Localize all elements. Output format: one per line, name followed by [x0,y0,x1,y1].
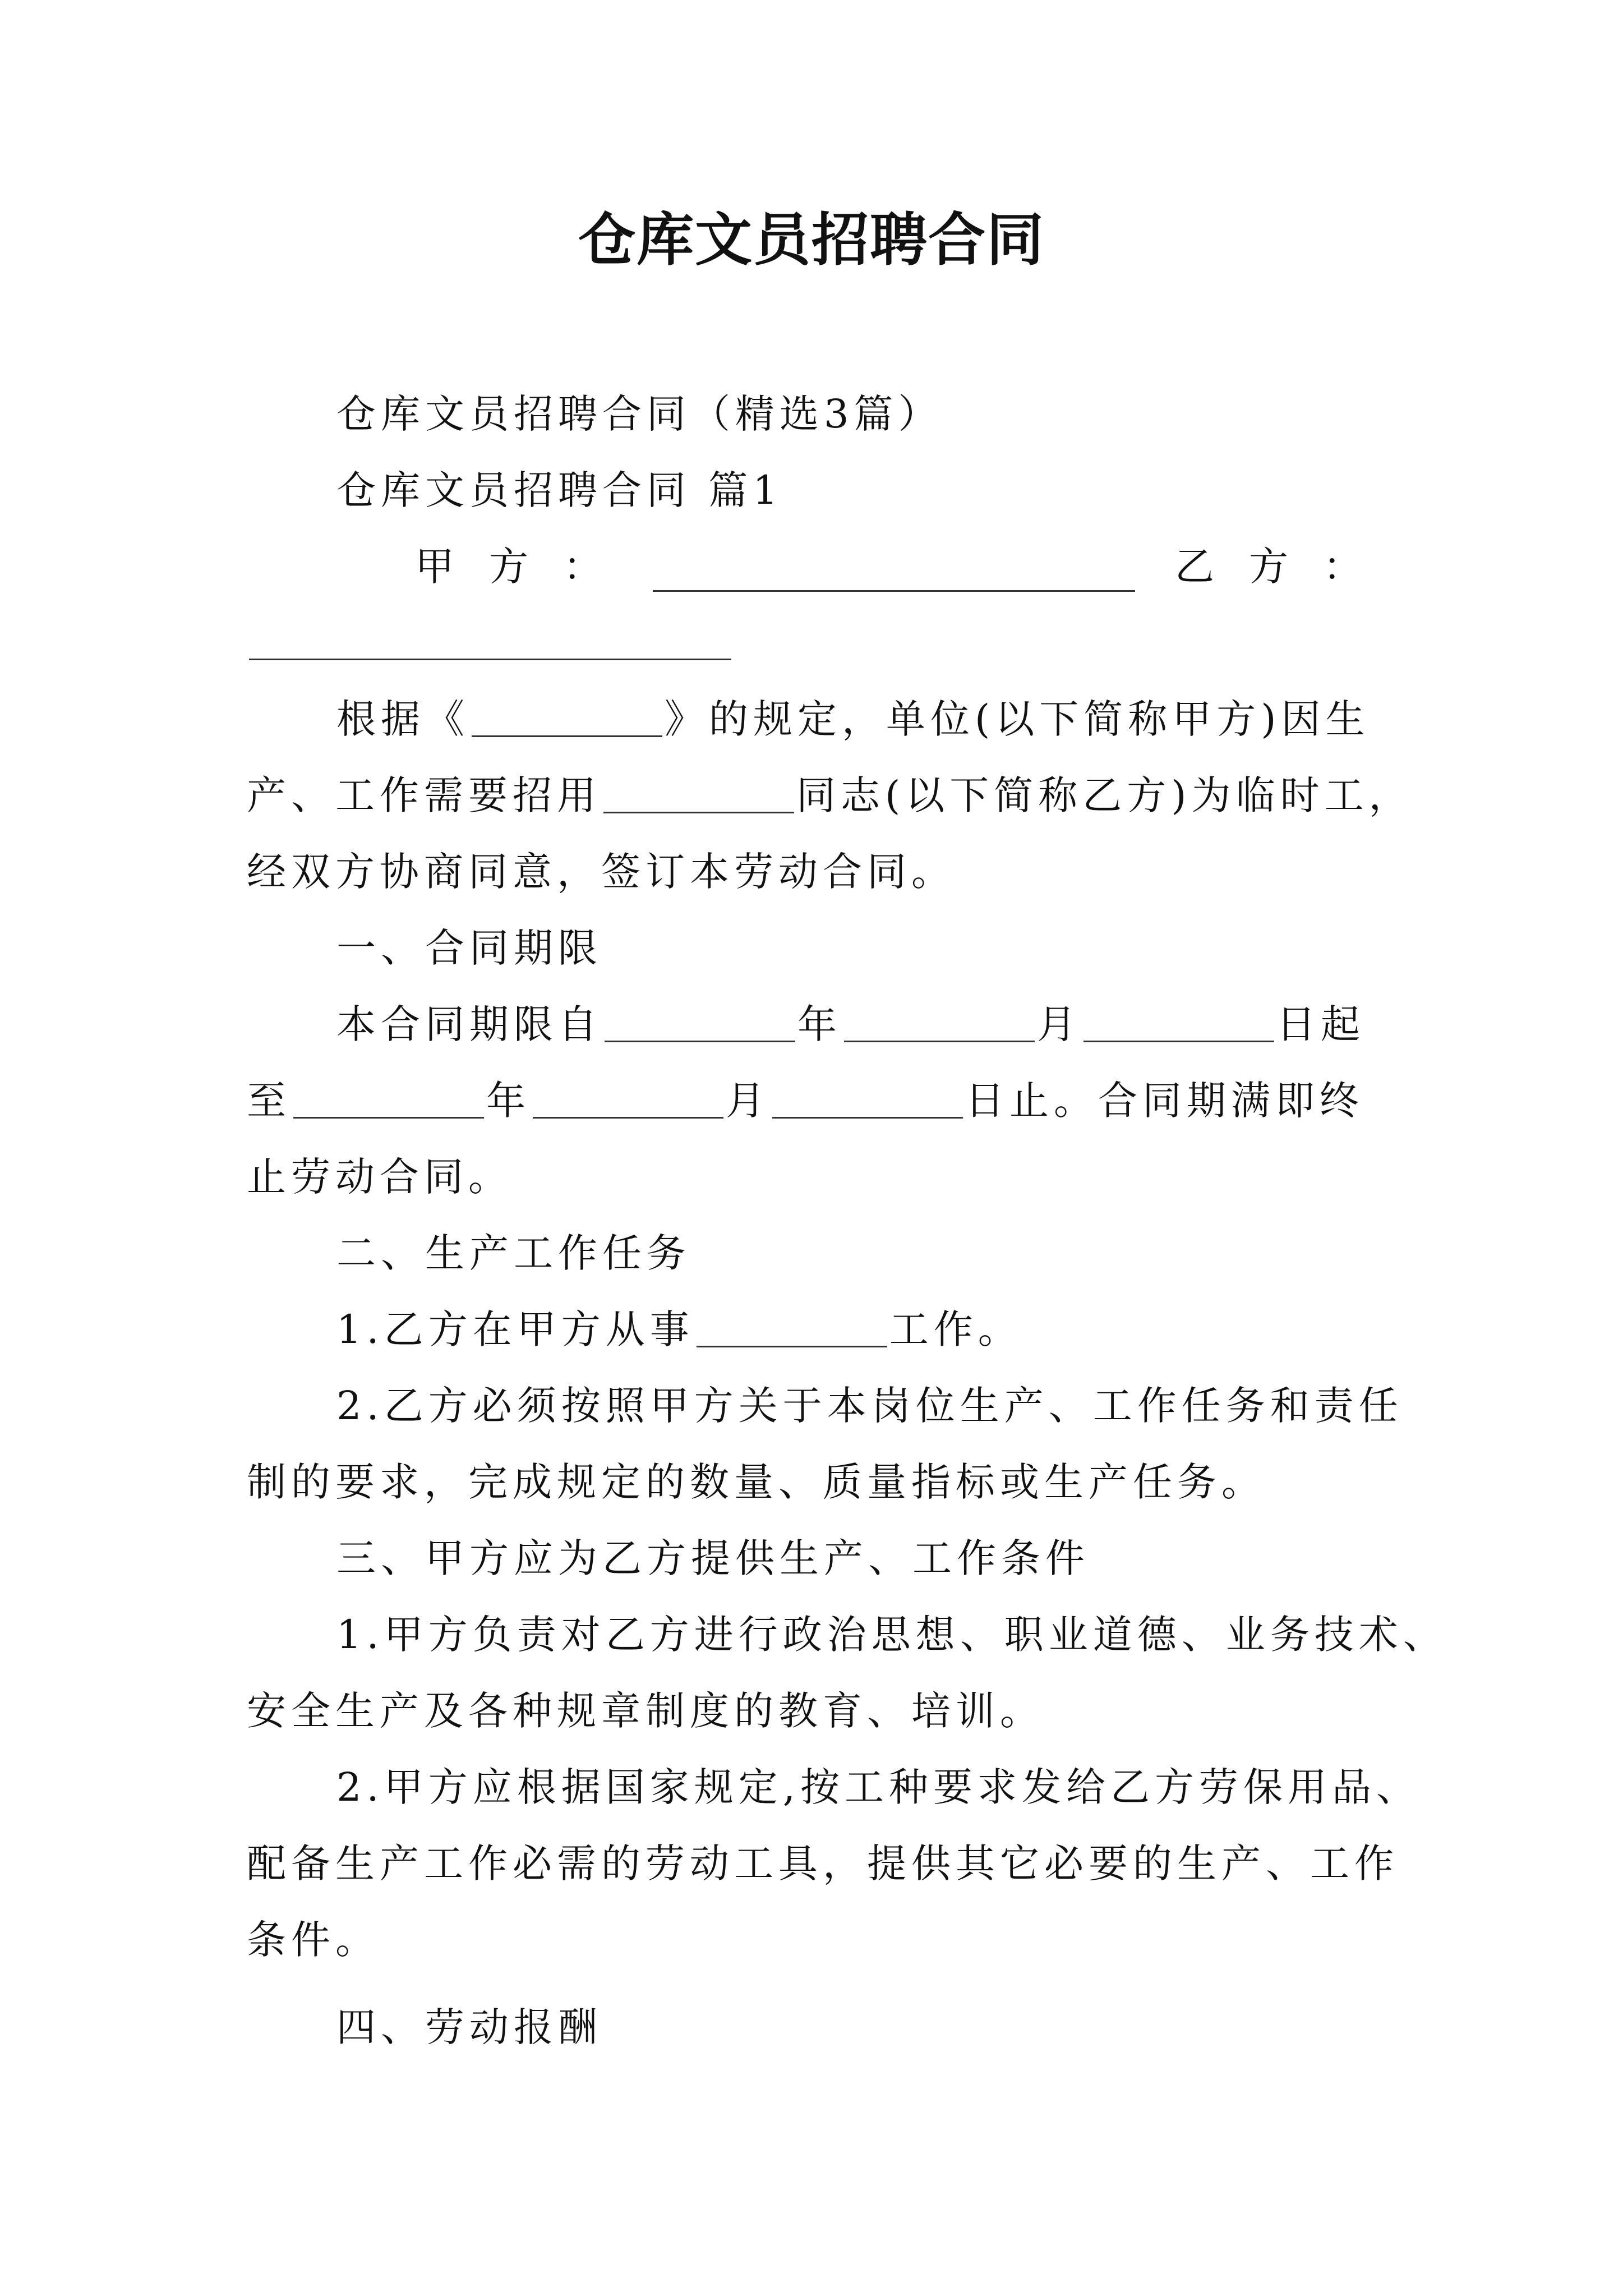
parties-line [247,528,1397,605]
condition-item-2-line-3: 条件。 [247,1917,380,1963]
year-label: 年 [486,1078,531,1124]
start-day-blank [1083,1001,1274,1042]
term-text: 本合同期限自 [336,1001,602,1047]
task-text: 工作。 [889,1306,1022,1352]
term-text: 至 [247,1078,291,1124]
party-a-label: 甲方： [415,544,637,590]
document-subtitle: 仓库文员招聘合同（精选3篇） [336,391,943,437]
condition-item-2-line-1: 2.甲方应根据国家规定,按工种要求发给乙方劳保用品、 [336,1764,1421,1810]
section-3-heading: 三、甲方应为乙方提供生产、工作条件 [336,1535,1090,1581]
intro-text: 》的规定，单位(以下简称甲方)因生 [665,696,1370,742]
section-heading: 仓库文员招聘合同 篇1 [336,467,783,513]
term-text: 日起 [1276,1001,1365,1047]
party-b-label: 乙方： [1175,544,1397,590]
month-label: 月 [1037,1001,1081,1047]
intro-line-3: 经双方协商同意，签订本劳动合同。 [247,849,956,895]
intro-text: 同志(以下简称乙方)为临时工， [796,772,1413,818]
term-line-3: 止劳动合同。 [247,1154,513,1200]
intro-text: 产、工作需要招用 [247,772,601,818]
task-item-2-line-2: 制的要求，完成规定的数量、质量指标或生产任务。 [247,1459,1266,1505]
section-1-heading: 一、合同期限 [336,925,602,971]
employee-name-blank [603,772,794,813]
condition-item-1-line-2: 安全生产及各种规章制度的教育、培训。 [247,1688,1044,1734]
regulation-blank [472,696,662,737]
condition-item-1-line-1: 1.甲方负责对乙方进行政治思想、职业道德、业务技术、 [336,1612,1447,1658]
term-line-1 [247,986,1365,1062]
party-a-blank [653,551,1135,592]
document-title: 仓库文员招聘合同 [578,206,1045,274]
task-item-2-line-1: 2.乙方必须按照甲方关于本岗位生产、工作任务和责任 [336,1383,1403,1429]
intro-line-2 [247,757,1413,834]
section-4-heading: 四、劳动报酬 [336,2004,602,2050]
term-text: 日止。合同期满即终 [965,1078,1364,1124]
end-day-blank [772,1078,963,1119]
task-text: 1.乙方在甲方从事 [336,1306,694,1352]
job-blank [697,1306,887,1347]
condition-item-2-line-2: 配备生产工作必需的劳动工具，提供其它必要的生产、工作 [247,1841,1399,1887]
start-year-blank [605,1001,795,1042]
section-2-heading: 二、生产工作任务 [336,1230,691,1276]
start-month-blank [844,1001,1035,1042]
end-year-blank [293,1078,484,1119]
intro-text: 根据《 [336,696,469,742]
month-label: 月 [726,1078,770,1124]
year-label: 年 [797,1001,842,1047]
party-b-blank [249,619,731,660]
task-item-1 [247,1291,1022,1368]
term-line-2 [247,1062,1364,1139]
intro-line-1 [247,681,1370,757]
end-month-blank [533,1078,723,1119]
